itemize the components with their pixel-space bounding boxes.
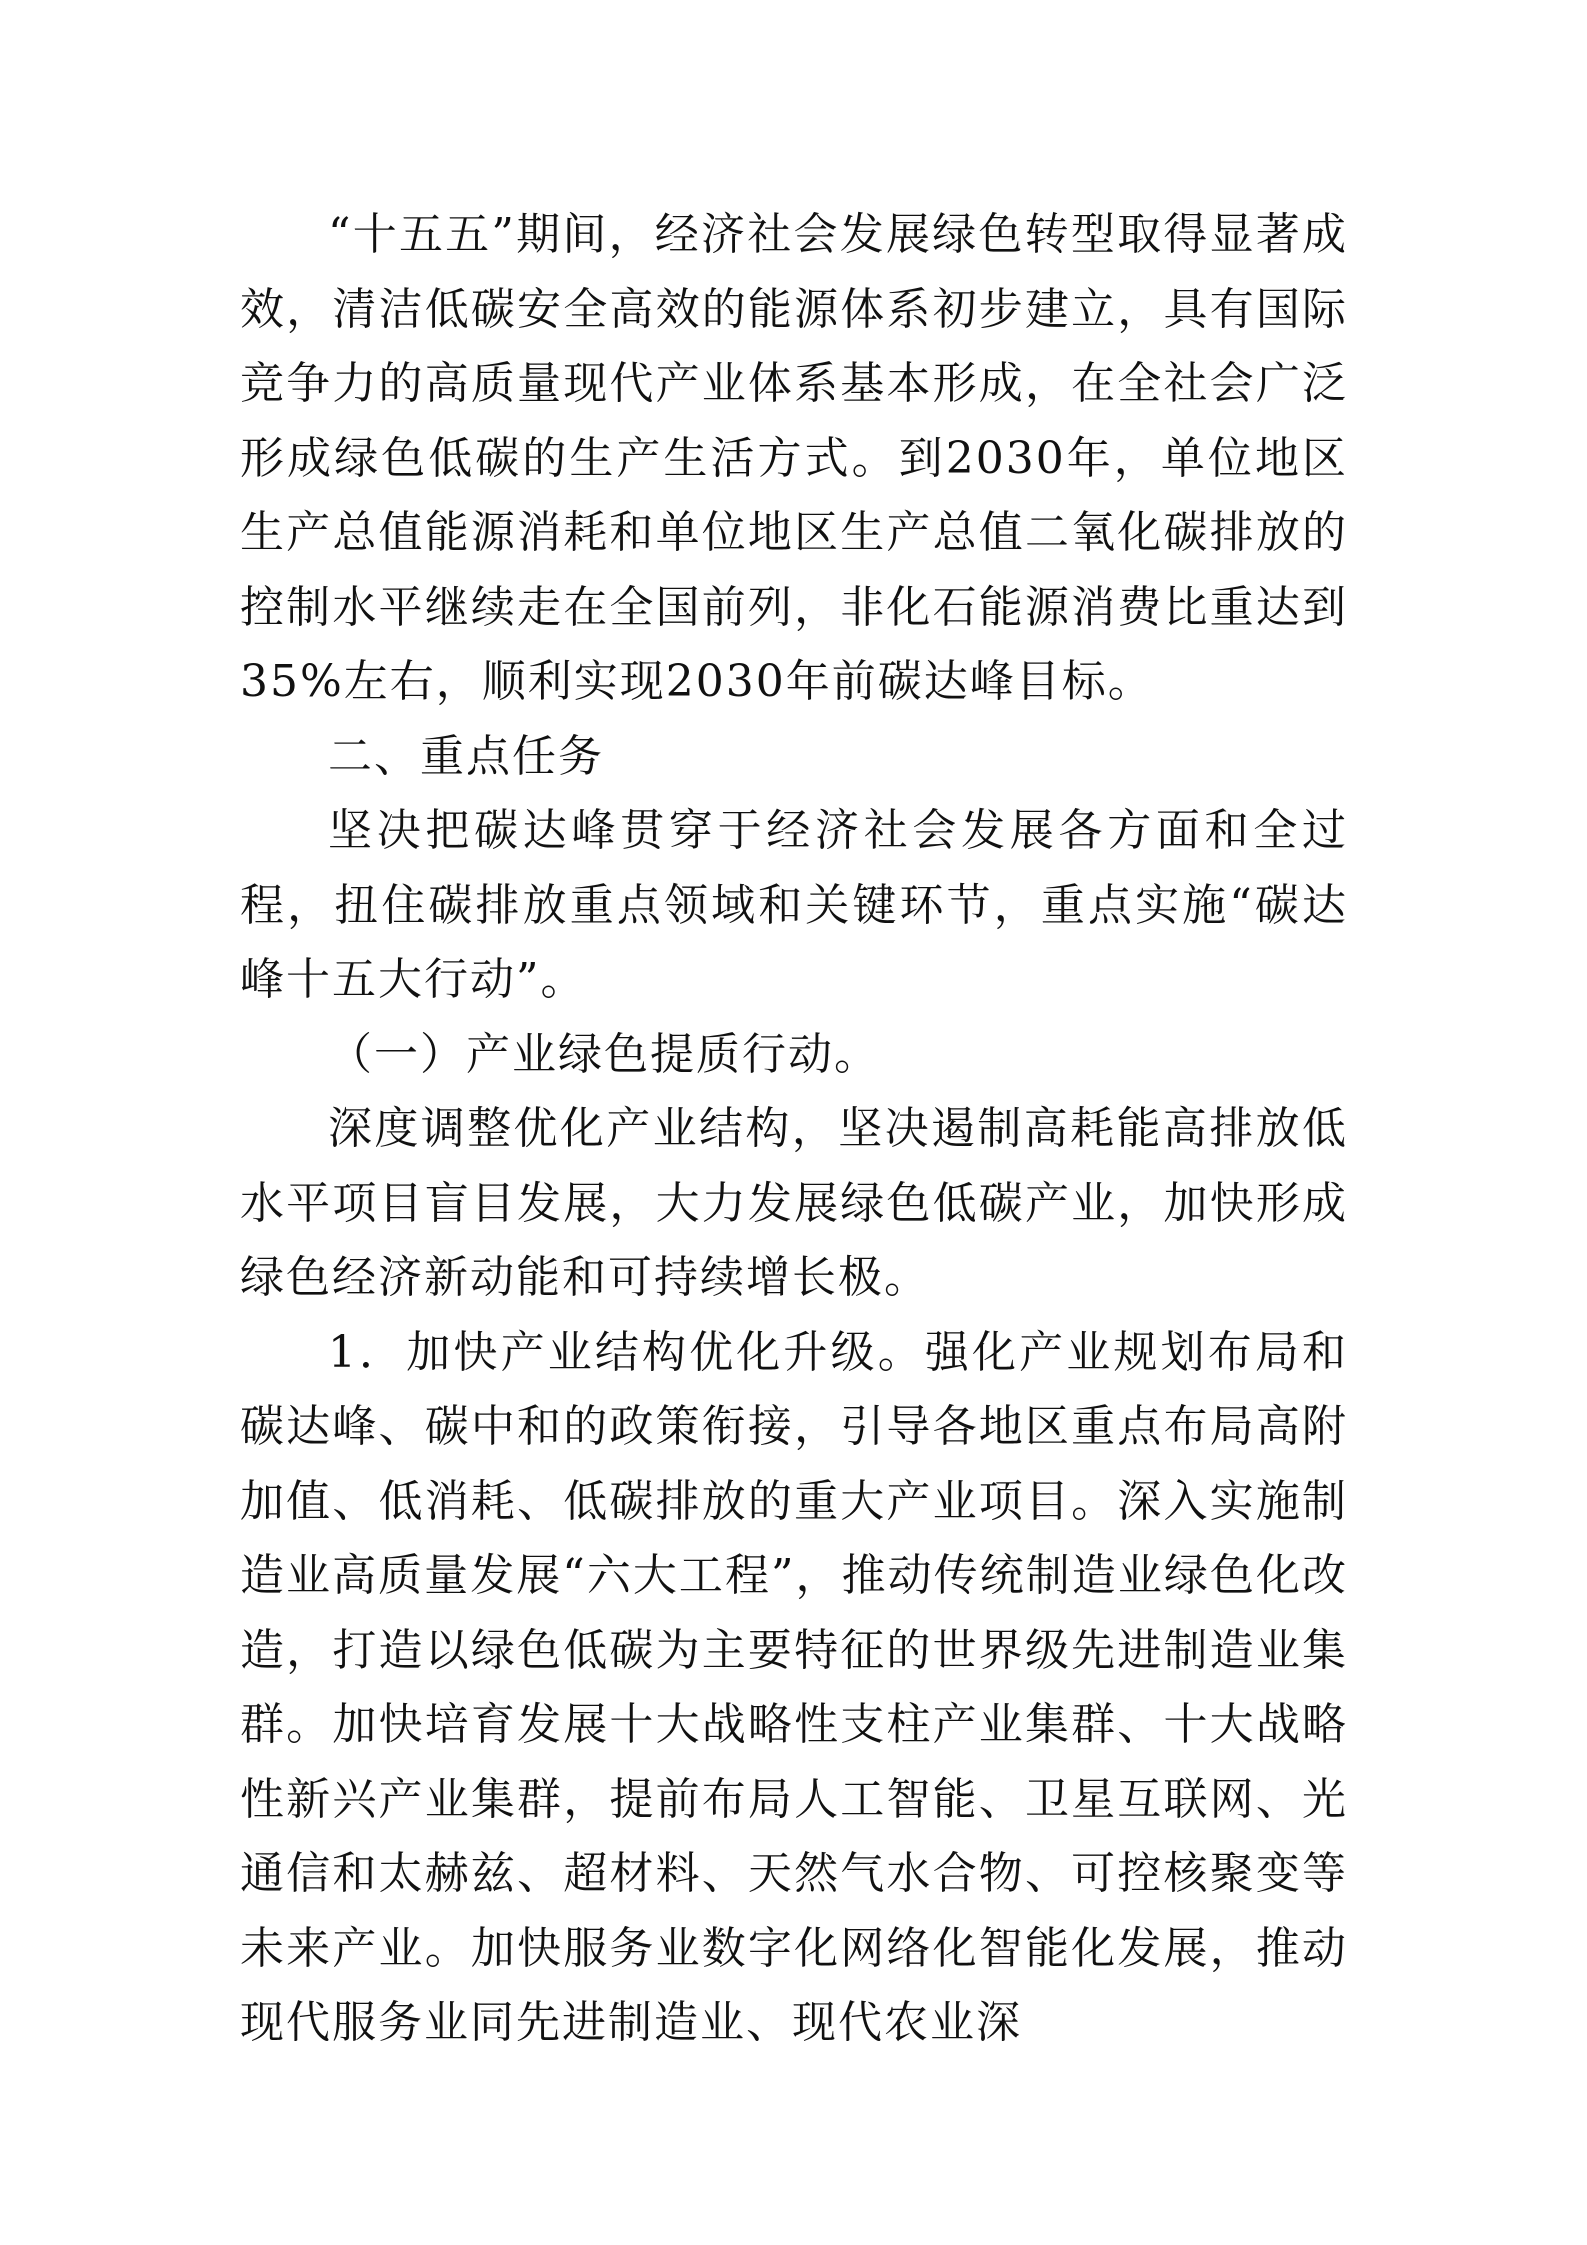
paragraph-industry-action: 深度调整优化产业结构，坚决遏制高耗能高排放低水平项目盲目发展，大力发展绿色低碳产业，加快形成绿色经济新动能和可持续增长极。: [240, 1103, 1348, 1303]
paragraph-key-tasks-intro: 坚决把碳达峰贯穿于经济社会发展各方面和全过程，扭住碳排放重点领域和关键环节，重点实施“碳达峰十五大行动”。: [240, 805, 1348, 1005]
document-body: [240, 198, 1348, 2061]
section-heading-key-tasks: 二、重点任务: [328, 730, 604, 782]
subsection-heading-industry-action: （一）产业绿色提质行动。: [328, 1028, 880, 1080]
paragraph-item-1: 1．加快产业结构优化升级。强化产业规划布局和碳达峰、碳中和的政策衔接，引导各地区重点布局高附加值、低消耗、低碳排放的重大产业项目。深入实施制造业高质量发展“六大工程”，推动传统制造业绿色化改造，打造以绿色低碳为主要特征的世界级先进制造业集群。加快培育发展十大战略性支柱产业集群、十大战略性新兴产业集群，提前布局人工智能、卫星互联网、光通信和太赫兹、超材料、天然气水合物、可控核聚变等未来产业。加快服务业数字化网络化智能化发展，推动现代服务业同先进制造业、现代农业深: [240, 1326, 1348, 2048]
paragraph-goals: “十五五”期间，经济社会发展绿色转型取得显著成效，清洁低碳安全高效的能源体系初步建立，具有国际竞争力的高质量现代产业体系基本形成，在全社会广泛形成绿色低碳的生产生活方式。到2030年，单位地区生产总值能源消耗和单位地区生产总值二氧化碳排放的控制水平继续走在全国前列，非化石能源消费比重达到35%左右，顺利实现2030年前碳达峰目标。: [240, 209, 1348, 707]
